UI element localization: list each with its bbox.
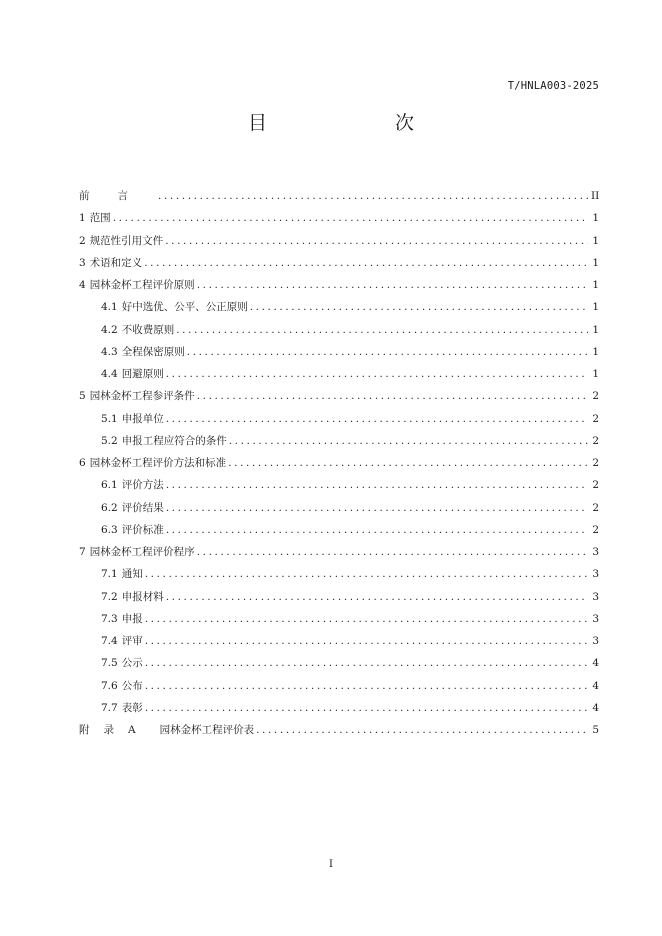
toc-entry-label: 评价方法	[121, 479, 164, 492]
toc-leader-dots	[197, 274, 588, 296]
toc-leader-dots	[158, 185, 588, 207]
toc-entry-label: 全程保密原则	[121, 345, 185, 358]
toc-entry-label: 前言	[79, 190, 156, 202]
toc-entry-label: 回避原则	[121, 368, 164, 380]
toc-entry-label: 园林金杯工程参评条件	[89, 390, 195, 403]
toc-entry-page: 2	[592, 501, 599, 514]
toc-entry[interactable]	[79, 230, 599, 252]
toc-entry-label: 申报单位	[121, 412, 164, 425]
toc-leader-dots	[145, 630, 588, 652]
toc-entry-label: 申报工程应符合的条件	[121, 434, 227, 447]
appendix-letter: A	[128, 724, 136, 736]
toc-leader-dots	[166, 519, 588, 541]
toc-leader-dots	[144, 252, 588, 274]
toc-entry[interactable]	[79, 697, 599, 719]
toc-entry-label: 园林金杯工程评价程序	[89, 546, 195, 558]
toc-entry-label: 公布	[121, 679, 143, 692]
toc-entry[interactable]	[79, 541, 599, 563]
toc-leader-dots	[197, 541, 588, 563]
toc-entry-number: 7.1	[101, 568, 118, 581]
toc-entry-page: 2	[592, 434, 599, 447]
toc-entry[interactable]	[79, 452, 599, 474]
toc-leader-dots	[145, 608, 588, 630]
toc-entry-page: 3	[592, 546, 599, 558]
toc-entry-label: 园林金杯工程评价原则	[89, 279, 195, 291]
toc-entry-page: 2	[592, 390, 599, 403]
toc-leader-dots	[197, 385, 588, 407]
toc-leader-dots	[228, 452, 588, 474]
toc-entry-label: 术语和定义	[89, 256, 143, 269]
toc-entry-label: 评审	[121, 635, 143, 647]
toc-entry-number: 7.2	[101, 590, 118, 603]
toc-leader-dots	[113, 207, 588, 229]
toc-entry[interactable]	[79, 274, 599, 296]
toc-entry-number: 4.3	[101, 345, 118, 358]
toc-entry-page: 2	[592, 457, 599, 469]
toc-entry-page: 5	[592, 724, 599, 736]
toc-entry-number: 4.1	[101, 301, 118, 314]
toc-entry[interactable]	[79, 608, 599, 630]
toc-entry-number: 7.5	[101, 657, 118, 670]
toc-entry-number: 4.4	[101, 368, 118, 380]
toc-leader-dots	[166, 497, 588, 519]
toc-entry-number: 1	[79, 212, 86, 225]
toc-entry-number: 6	[79, 457, 86, 469]
toc-entry-page: II	[591, 190, 600, 202]
toc-entry-label: 园林金杯工程评价表	[159, 724, 255, 736]
toc-entry-label: 公示	[121, 657, 143, 670]
toc-entry[interactable]	[79, 185, 599, 207]
toc-entry-label: 申报	[121, 612, 143, 625]
toc-entry-number: 3	[79, 256, 86, 269]
toc-entry-page: 3	[592, 612, 599, 625]
toc-entry-number: 2	[79, 234, 86, 247]
toc-leader-dots	[165, 230, 588, 252]
toc-leader-dots	[145, 697, 588, 719]
toc-entry-number: 5.1	[101, 412, 118, 425]
toc-entry-label: 申报材料	[121, 590, 164, 603]
toc-entry-page: 1	[592, 323, 599, 336]
toc-leader-dots	[145, 675, 588, 697]
appendix-prefix: 附录	[79, 724, 128, 736]
toc-leader-dots	[229, 430, 588, 452]
toc-entry-page: 4	[592, 701, 599, 714]
toc-entry[interactable]	[79, 474, 599, 496]
toc-entry-label: 表彰	[121, 701, 143, 714]
toc-entry-number: 4.2	[101, 323, 118, 336]
toc-entry[interactable]	[79, 519, 599, 541]
toc-entry[interactable]	[79, 675, 599, 697]
toc-entry-page: 1	[592, 368, 599, 380]
toc-entry-number: 7	[79, 546, 86, 558]
toc-entry-page: 2	[592, 412, 599, 425]
toc-entry-page: 1	[592, 345, 599, 358]
toc-leader-dots	[145, 652, 588, 674]
toc-entry-number: 7.3	[101, 612, 118, 625]
document-code: T/HNLA003-2025	[507, 80, 599, 92]
toc-entry-number: 5	[79, 390, 86, 403]
toc-entry[interactable]	[79, 719, 599, 741]
toc-entry[interactable]	[79, 341, 599, 363]
toc-entry-label: 评价标准	[121, 523, 164, 536]
page-number: I	[329, 859, 333, 870]
toc-entry-label: 好中选优、公平、公正原则	[121, 301, 248, 314]
toc-entry-number: 6.3	[101, 523, 118, 536]
toc-entry-number: 6.1	[101, 479, 118, 492]
toc-entry-page: 1	[592, 256, 599, 269]
toc-entry-number: 4	[79, 279, 86, 291]
toc-entry-page: 4	[592, 679, 599, 692]
table-of-contents	[79, 185, 599, 741]
toc-entry-page: 4	[592, 657, 599, 670]
toc-entry[interactable]	[79, 630, 599, 652]
toc-leader-dots	[250, 296, 588, 318]
toc-entry-page: 3	[592, 568, 599, 581]
toc-leader-dots	[176, 319, 588, 341]
toc-leader-dots	[256, 719, 588, 741]
toc-entry-label: 规范性引用文件	[89, 234, 164, 247]
toc-entry-number: 7.4	[101, 635, 118, 647]
toc-entry-number: 6.2	[101, 501, 118, 514]
toc-entry-page: 1	[592, 212, 599, 225]
toc-entry-label: 评价结果	[121, 501, 164, 514]
toc-entry-label: 园林金杯工程评价方法和标准	[89, 457, 227, 469]
toc-leader-dots	[145, 563, 588, 585]
toc-entry[interactable]	[79, 652, 599, 674]
toc-entry-page: 1	[592, 234, 599, 247]
toc-entry[interactable]	[79, 319, 599, 341]
toc-leader-dots	[166, 408, 588, 430]
toc-leader-dots	[166, 586, 588, 608]
toc-entry-page: 1	[592, 301, 599, 314]
toc-entry-page: 1	[592, 279, 599, 291]
toc-leader-dots	[166, 474, 588, 496]
toc-entry-label: 通知	[121, 568, 143, 581]
toc-entry[interactable]	[79, 430, 599, 452]
toc-leader-dots	[166, 363, 588, 385]
toc-entry-number: 7.6	[101, 679, 118, 692]
toc-entry[interactable]	[79, 385, 599, 407]
toc-entry-page: 3	[592, 590, 599, 603]
toc-entry[interactable]	[79, 563, 599, 585]
toc-entry[interactable]	[79, 207, 599, 229]
toc-entry[interactable]	[79, 586, 599, 608]
toc-entry-number: 7.7	[101, 701, 118, 714]
toc-leader-dots	[187, 341, 588, 363]
toc-entry-page: 2	[592, 523, 599, 536]
toc-entry-page: 3	[592, 635, 599, 647]
toc-entry[interactable]	[79, 252, 599, 274]
toc-entry-page: 2	[592, 479, 599, 492]
toc-entry-number: 5.2	[101, 434, 118, 447]
toc-entry[interactable]	[79, 363, 599, 385]
toc-entry-label: 不收费原则	[121, 323, 175, 336]
toc-entry[interactable]	[79, 408, 599, 430]
page-title: 目 次	[247, 112, 444, 134]
toc-entry-label: 范围	[89, 212, 111, 225]
toc-entry[interactable]	[79, 497, 599, 519]
toc-entry[interactable]	[79, 296, 599, 318]
